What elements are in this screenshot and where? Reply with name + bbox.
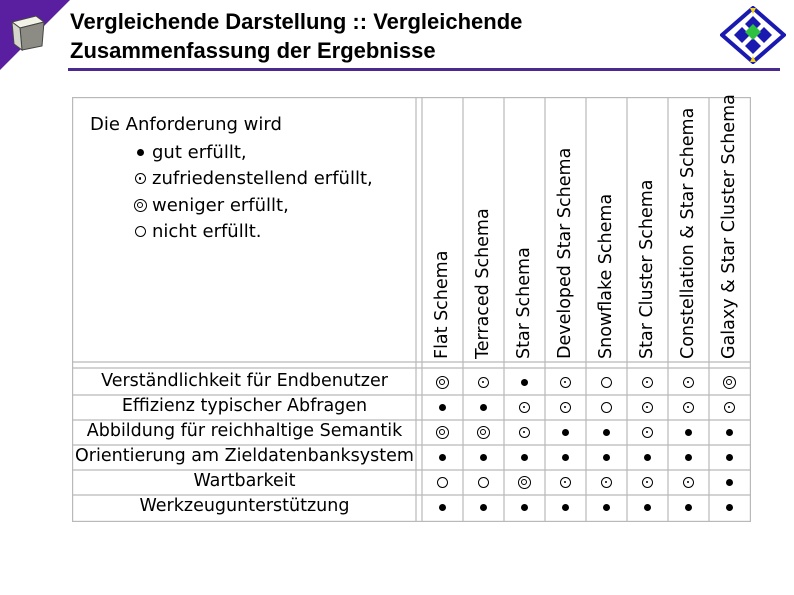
filled-circle-icon — [603, 454, 610, 461]
dotted-circle-icon — [560, 477, 571, 488]
rating-cell — [586, 495, 626, 520]
filled-circle-icon — [480, 404, 487, 411]
rating-cell — [463, 470, 503, 495]
filled-circle-icon — [439, 404, 446, 411]
dotted-circle-icon — [683, 377, 694, 388]
slide-title-line2: Zusammenfassung der Ergebnisse — [70, 38, 436, 63]
rating-cell — [545, 395, 585, 420]
rating-cell — [668, 470, 708, 495]
double-circle-icon — [723, 376, 736, 389]
rating-cell — [504, 470, 544, 495]
filled-circle-icon — [726, 429, 733, 436]
legend-item-not — [130, 219, 373, 246]
filled-circle-icon — [521, 454, 528, 461]
rating-cell — [545, 470, 585, 495]
row-label-efficiency: Effizienz typischer Abfragen — [121, 396, 368, 416]
row-label-target-db: Orientierung am Zieldatenbanksystem — [75, 446, 414, 466]
rating-cell — [586, 370, 626, 395]
rating-cell — [709, 395, 749, 420]
filled-circle-icon — [603, 429, 610, 436]
filled-circle-icon — [685, 504, 692, 511]
empty-circle-icon — [437, 477, 448, 488]
row-label-tool-support: Werkzeugunterstützung — [139, 496, 350, 516]
dotted-circle-icon — [601, 477, 612, 488]
rating-cell — [668, 420, 708, 445]
dotted-circle-icon — [724, 402, 735, 413]
rating-cell — [709, 420, 749, 445]
rating-cell — [545, 495, 585, 520]
rating-cell — [422, 370, 462, 395]
dotted-circle-icon — [683, 402, 694, 413]
column-header-label: Terraced Schema — [473, 208, 493, 359]
slide-title — [70, 7, 690, 65]
rating-cell — [422, 445, 462, 470]
column-header-label: Flat Schema — [432, 250, 452, 359]
legend — [90, 111, 373, 245]
rating-cell — [463, 495, 503, 520]
filled-circle-icon — [644, 454, 651, 461]
filled-circle-icon — [726, 479, 733, 486]
rating-cell — [545, 445, 585, 470]
empty-circle-icon — [130, 226, 150, 237]
filled-circle-icon — [562, 454, 569, 461]
rating-cell — [463, 420, 503, 445]
dotted-circle-icon — [519, 402, 530, 413]
rating-cell — [586, 445, 626, 470]
filled-circle-icon — [521, 504, 528, 511]
rating-cell — [627, 395, 667, 420]
filled-circle-icon — [562, 504, 569, 511]
dotted-circle-icon — [642, 377, 653, 388]
rating-cell — [422, 470, 462, 495]
legend-label: zufriedenstellend erfüllt, — [152, 168, 373, 190]
rating-cell — [668, 395, 708, 420]
empty-circle-icon — [478, 477, 489, 488]
legend-label: weniger erfüllt, — [152, 194, 289, 216]
rating-cell — [709, 370, 749, 395]
rating-cell — [545, 420, 585, 445]
rating-cell — [627, 420, 667, 445]
double-circle-icon — [436, 376, 449, 389]
filled-circle-icon — [521, 379, 528, 386]
double-circle-icon — [130, 199, 150, 212]
dotted-circle-icon — [560, 402, 571, 413]
rating-cell — [709, 495, 749, 520]
dotted-circle-icon — [519, 427, 530, 438]
slide-title-line1: Vergleichende Darstellung :: Vergleichende — [70, 9, 523, 34]
rating-cell — [504, 445, 544, 470]
filled-circle-icon — [439, 504, 446, 511]
legend-item-good — [130, 139, 373, 166]
filled-circle-icon — [130, 149, 150, 156]
rating-cell — [463, 395, 503, 420]
diamond-logo-icon — [720, 6, 786, 64]
rating-cell — [668, 495, 708, 520]
column-header-label: Galaxy & Star Cluster Schema — [719, 94, 739, 359]
row-label-usability: Verständlichkeit für Endbenutzer — [101, 371, 388, 391]
comparison-table — [72, 94, 751, 522]
rating-cell — [586, 470, 626, 495]
rating-cell — [709, 445, 749, 470]
legend-intro: Die Anforderung wird — [90, 114, 282, 135]
dotted-circle-icon — [560, 377, 571, 388]
column-header-label: Star Schema — [514, 247, 534, 359]
row-label-maintainability: Wartbarkeit — [193, 471, 296, 491]
filled-circle-icon — [480, 454, 487, 461]
rating-cell — [422, 420, 462, 445]
column-header-label: Constellation & Star Schema — [678, 107, 698, 359]
row-label-semantics: Abbildung für reichhaltige Semantik — [86, 421, 403, 441]
empty-circle-icon — [601, 377, 612, 388]
column-header-label: Snowflake Schema — [596, 193, 616, 359]
title-divider — [68, 68, 780, 71]
legend-label: nicht erfüllt. — [152, 221, 262, 243]
dotted-circle-icon — [642, 427, 653, 438]
rating-cell — [668, 370, 708, 395]
dotted-circle-icon — [683, 477, 694, 488]
filled-circle-icon — [685, 429, 692, 436]
rating-cell — [627, 370, 667, 395]
rating-cell — [627, 495, 667, 520]
rating-cell — [668, 445, 708, 470]
legend-label: gut erfüllt, — [152, 141, 247, 163]
column-header-label: Developed Star Schema — [555, 147, 575, 359]
rating-cell — [709, 470, 749, 495]
rating-cell — [504, 370, 544, 395]
dotted-circle-icon — [130, 173, 150, 184]
rating-cell — [586, 395, 626, 420]
rating-cell — [422, 495, 462, 520]
filled-circle-icon — [644, 504, 651, 511]
cube-icon — [6, 8, 50, 52]
rating-cell — [422, 395, 462, 420]
rating-cell — [586, 420, 626, 445]
filled-circle-icon — [726, 454, 733, 461]
filled-circle-icon — [439, 454, 446, 461]
rating-cell — [504, 395, 544, 420]
filled-circle-icon — [562, 429, 569, 436]
rating-cell — [504, 495, 544, 520]
filled-circle-icon — [603, 504, 610, 511]
rating-cell — [545, 370, 585, 395]
dotted-circle-icon — [478, 377, 489, 388]
filled-circle-icon — [480, 504, 487, 511]
filled-circle-icon — [726, 504, 733, 511]
legend-item-less — [130, 192, 373, 219]
column-header-label: Star Cluster Schema — [637, 179, 657, 359]
rating-cell — [463, 445, 503, 470]
legend-item-satisfactory — [130, 166, 373, 193]
rating-cell — [463, 370, 503, 395]
rating-cell — [504, 420, 544, 445]
rating-cell — [627, 445, 667, 470]
double-circle-icon — [436, 426, 449, 439]
double-circle-icon — [477, 426, 490, 439]
dotted-circle-icon — [642, 402, 653, 413]
rating-cell — [627, 470, 667, 495]
double-circle-icon — [518, 476, 531, 489]
dotted-circle-icon — [642, 477, 653, 488]
filled-circle-icon — [685, 454, 692, 461]
empty-circle-icon — [601, 402, 612, 413]
